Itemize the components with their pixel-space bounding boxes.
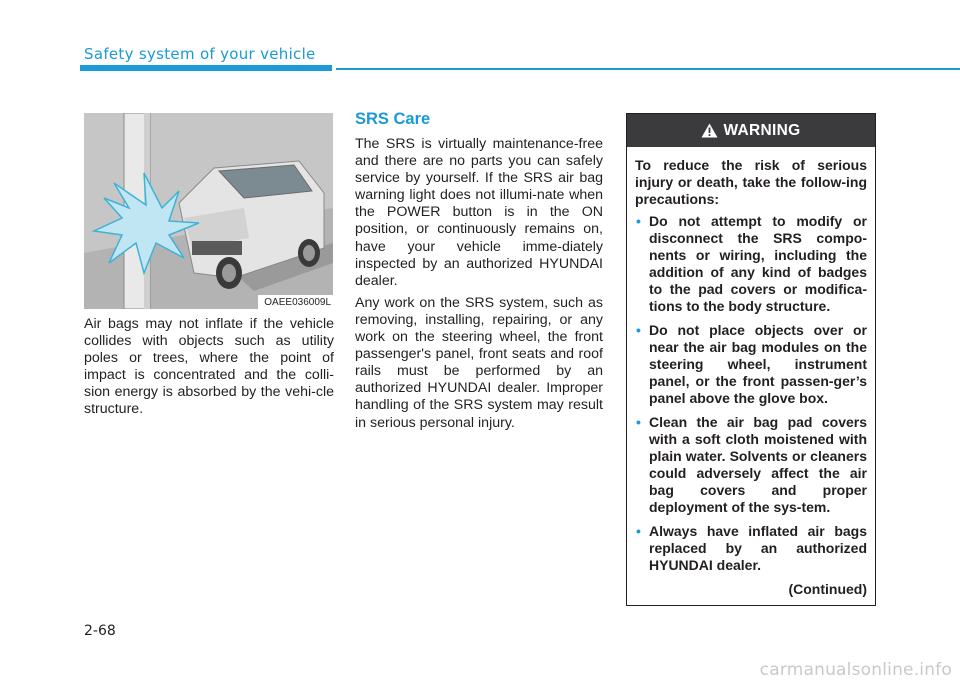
warning-continued: (Continued) [788,581,867,597]
section-title: Safety system of your vehicle [84,45,316,63]
warning-item: • Always have inflated air bags replaced by an authorized HYUNDAI dealer. [635,523,867,574]
warning-box [626,113,876,606]
left-column-text [84,316,334,419]
srs-care-paragraph: The SRS is virtually maintenance-free and there are no parts you can safely service by yourself. If the SRS air bag warning light does not illumi-nate when the POWER button is in the ON position, or continuously remains on, have your vehicle imme-diately inspected by an authorized HYUNDAI dealer. [355,136,603,289]
srs-care-text [355,136,603,432]
warning-item: • Do not attempt to modify or disconnect the SRS compo-nents or wiring, including the addition of any kind of badges to the pad covers or modifica-tions to the body structure. [635,213,867,315]
watermark: carmanualsonline.info [759,660,952,680]
warning-body [627,147,875,598]
warning-item: • Clean the air bag pad covers with a soft cloth moistened with plain water. Solvents or cleaners could adversely affect the air bag covers and proper deployment of the sys-tem. [635,414,867,516]
warning-item: • Do not place objects over or near the air bag modules on the steering wheel, instrument panel, or the front passen-ger’s panel above the glove box. [635,322,867,407]
page-number: 2-68 [84,623,116,639]
warning-title: WARNING [723,121,801,139]
airbag-paragraph: Air bags may not inflate if the vehicle collides with objects such as utility poles or trees, where the point of impact is concentrated and the colli-sion energy is absorbed by the vehi-cle structure. [84,316,334,418]
warning-triangle-icon [701,123,718,138]
header-rule-thin [336,68,960,70]
srs-care-paragraph: Any work on the SRS system, such as removing, installing, repairing, or any work on the steering wheel, the front passenger's panel, front seats and roof rails must be performed by an authorized HYUNDAI dealer. Improper handling of the SRS system may result in serious personal injury. [355,294,603,431]
collision-figure [84,113,333,309]
header-rule-thick [80,65,332,71]
warning-list [635,213,867,574]
warning-intro: To reduce the risk of serious injury or death, take the follow-ing precautions: [635,157,867,207]
figure-code: OAEE036009L [258,295,333,309]
srs-care-heading: SRS Care [355,110,431,128]
warning-header [627,114,875,147]
car-hitting-pole-illustration [84,113,333,309]
